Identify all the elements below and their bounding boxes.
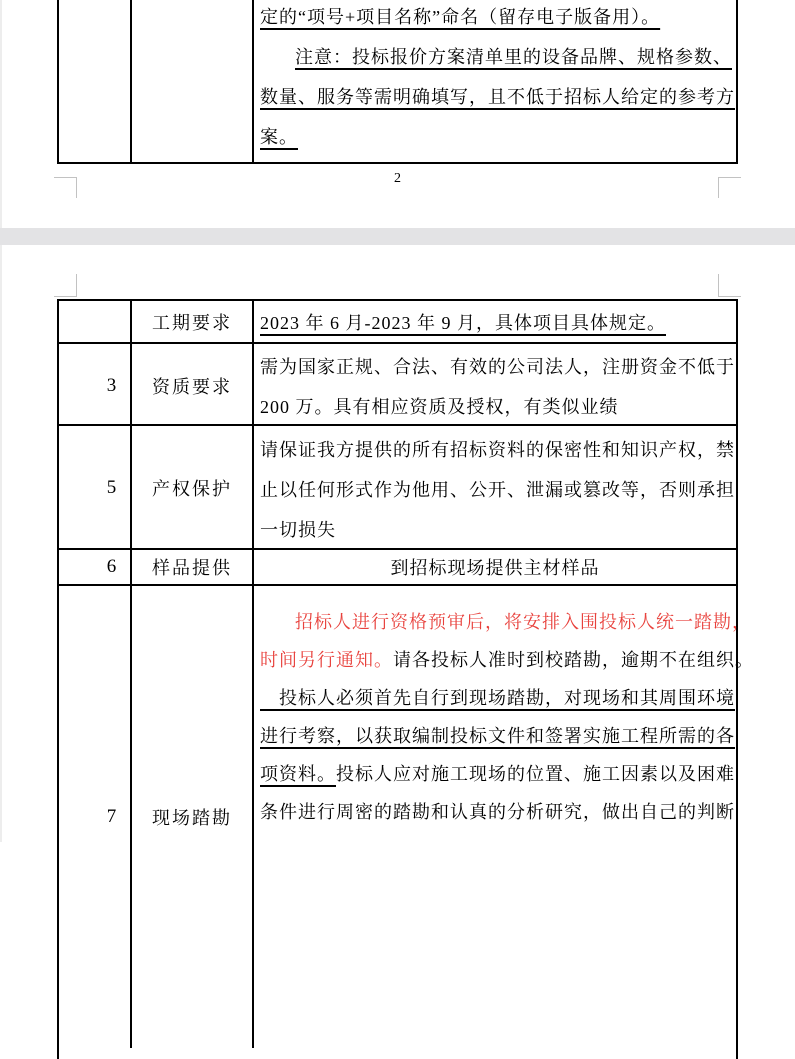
content-line xyxy=(260,37,730,77)
p2-content-cell xyxy=(260,0,735,157)
text-segment: 投标人必须首先自行到现场踏勘，对现场和其周围环境 xyxy=(260,688,735,708)
row-content-cell xyxy=(254,586,760,1048)
row-content-cell xyxy=(254,301,736,342)
content-line xyxy=(260,77,735,117)
content-line xyxy=(260,755,754,793)
table-row xyxy=(59,550,736,586)
p3-table-rows xyxy=(57,299,754,1059)
row-content-cell xyxy=(254,426,741,550)
text-segment: 时间另行通知。 xyxy=(260,650,393,670)
table-row xyxy=(59,301,736,344)
row-number-cell: 7 xyxy=(59,586,132,1048)
content-line xyxy=(391,554,600,580)
content-line xyxy=(260,679,754,717)
content-line xyxy=(260,510,735,550)
content-line xyxy=(260,641,754,679)
page2-table-fragment xyxy=(57,0,738,164)
text-segment: 需为国家正规、合法、有效的公司法人，注册资金不低于 xyxy=(260,357,735,377)
text-segment: 案。 xyxy=(260,127,298,147)
row-number-cell xyxy=(59,301,132,342)
row-label-cell: 样品提供 xyxy=(132,550,254,584)
row-label-cell: 现场踏勘 xyxy=(132,586,254,1048)
table-column-divider xyxy=(252,0,254,162)
text-segment: 投标人应对施工现场的位置、施工因素以及困难 xyxy=(336,764,735,784)
page-number: 2 xyxy=(394,171,401,186)
text-segment: 请各投标人准时到校踏勘，逾期不在组织。 xyxy=(393,650,754,670)
text-segment: 注意：投标报价方案清单里的设备品牌、规格参数、 xyxy=(295,47,732,67)
content-line xyxy=(260,430,735,470)
table-row xyxy=(59,344,736,426)
text-segment: 进行考察，以获取编制投标文件和签署实施工程所需的各 xyxy=(260,726,735,746)
table-row xyxy=(59,586,754,1048)
table-column-divider xyxy=(130,0,132,162)
content-line xyxy=(260,347,735,387)
text-segment: 止以任何形式作为他用、公开、泄漏或篡改等，否则承担 xyxy=(260,480,735,500)
row-number-cell: 6 xyxy=(59,550,132,584)
content-line xyxy=(260,470,735,510)
row-number-cell: 3 xyxy=(59,344,132,427)
content-line xyxy=(260,793,754,831)
content-line xyxy=(260,603,754,641)
text-segment: 请保证我方提供的所有招标资料的保密性和知识产权，禁 xyxy=(260,440,735,460)
content-line xyxy=(260,309,666,335)
text-segment: 数量、服务等需明确填写，且不低于招标人给定的参考方 xyxy=(260,87,735,107)
row-number-cell: 5 xyxy=(59,426,132,550)
page-edge-strip xyxy=(0,0,2,842)
content-line xyxy=(260,387,735,427)
text-segment: 到招标现场提供主材样品 xyxy=(390,558,600,578)
row-label-cell: 工期要求 xyxy=(132,301,254,342)
text-segment: 200 万。具有相应资质及授权，有类似业绩 xyxy=(260,397,619,417)
row-label-cell: 产权保护 xyxy=(132,426,254,550)
margin-mark-top-right xyxy=(718,274,741,297)
page-gap-band xyxy=(0,228,795,245)
text-segment: 一切损失 xyxy=(260,520,336,540)
text-segment: 项资料。 xyxy=(260,764,336,784)
content-line xyxy=(260,717,754,755)
text-segment: 定的“项号+项目名称”命名（留存电子版备用）。 xyxy=(260,7,661,27)
row-content-cell xyxy=(254,344,741,427)
row-content-cell xyxy=(254,550,736,584)
content-line xyxy=(260,0,730,37)
text-segment: 2023 年 6 月-2023 年 9 月，具体项目具体规定。 xyxy=(260,312,666,333)
margin-mark-top-left xyxy=(54,274,77,297)
row-label-cell: 资质要求 xyxy=(132,344,254,427)
table-row xyxy=(59,426,736,550)
text-segment: 条件进行周密的踏勘和认真的分析研究，做出自己的判断 xyxy=(260,802,735,822)
content-line xyxy=(260,117,730,157)
text-segment: 招标人进行资格预审后，将安排入围投标人统一踏勘， xyxy=(295,612,751,632)
